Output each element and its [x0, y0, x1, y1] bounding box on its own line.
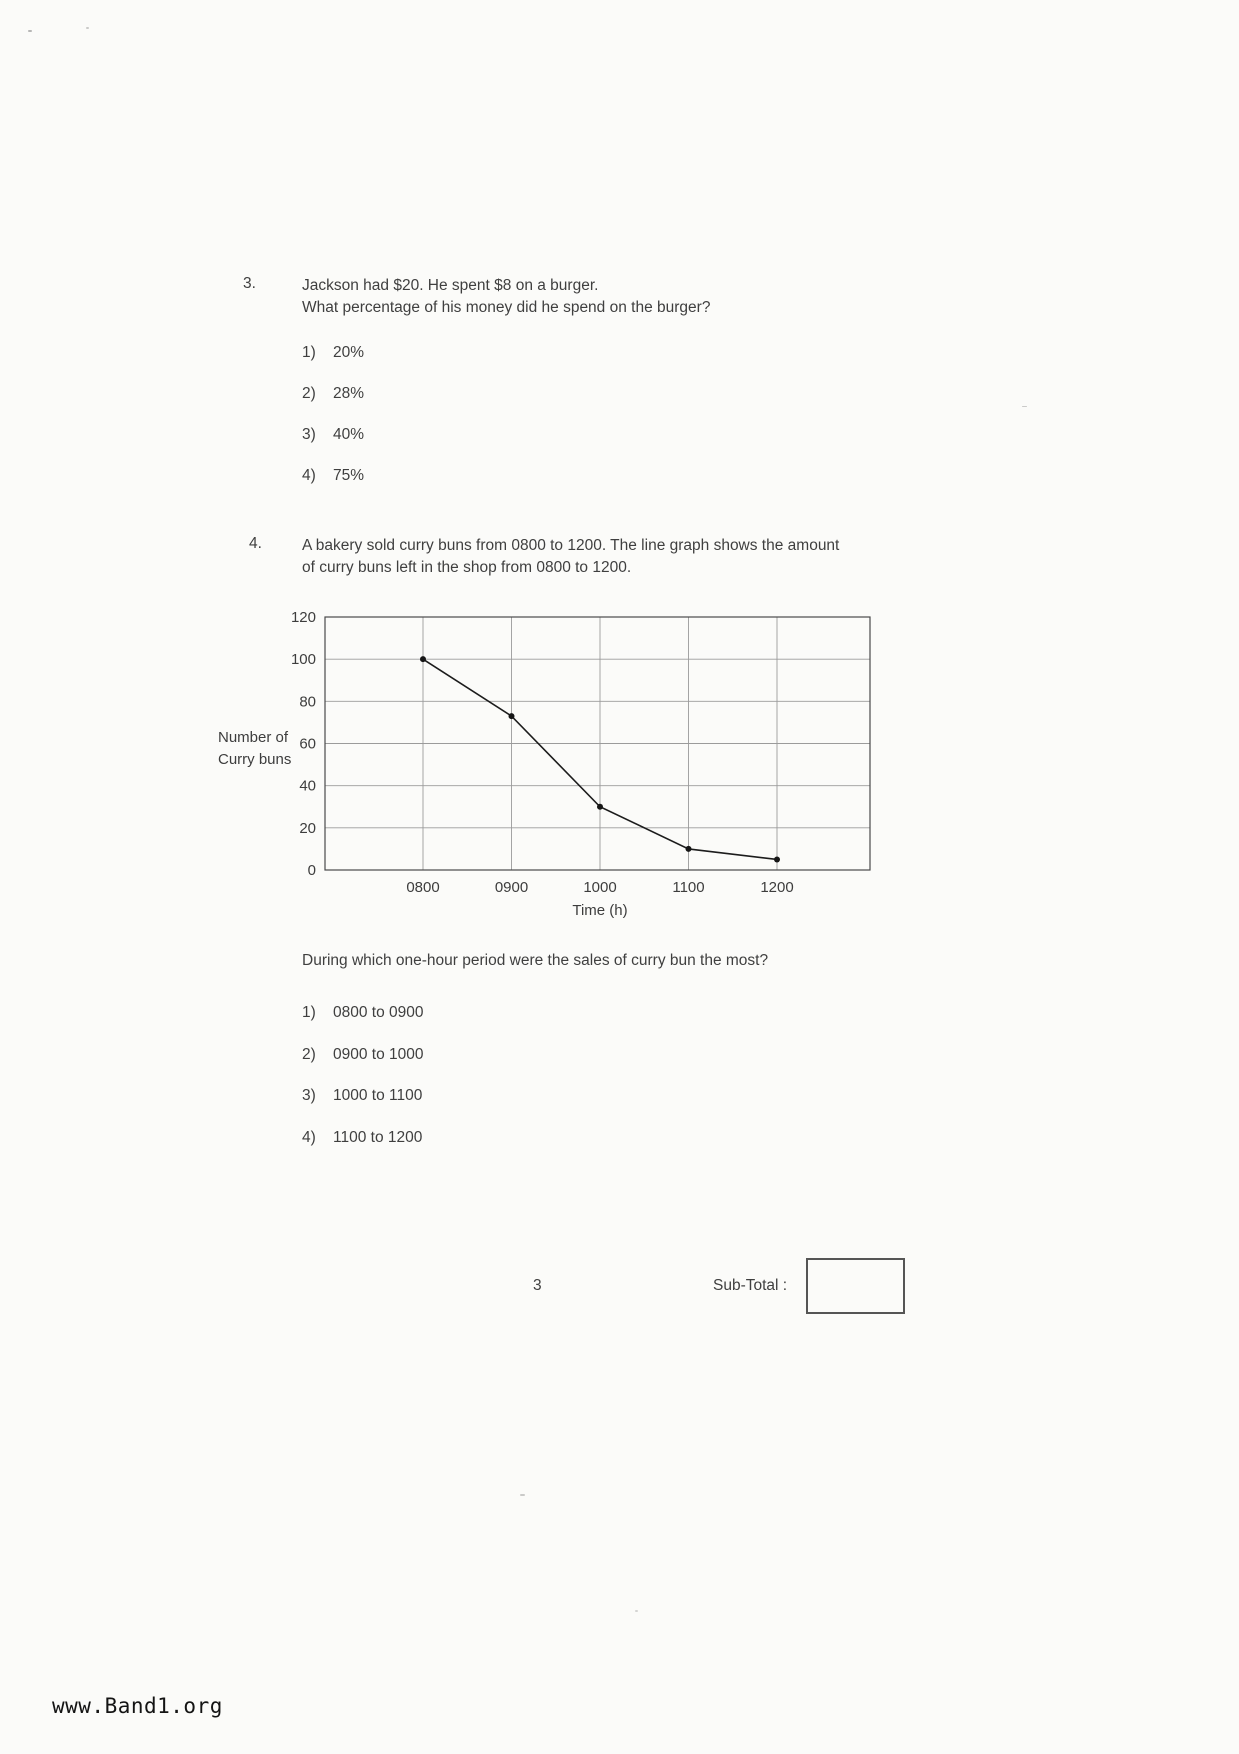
- q3-option-2-text: 28%: [333, 385, 365, 402]
- q4-option-3-label: 3): [302, 1087, 316, 1104]
- q3-option-4-label: 4): [302, 467, 316, 484]
- q4-option-3-text: 1000 to 1100: [333, 1087, 423, 1104]
- q4-option-2-label: 2): [302, 1046, 316, 1063]
- svg-text:40: 40: [299, 777, 316, 795]
- q3-option-4-text: 75%: [333, 467, 365, 484]
- q3-option-1: [302, 344, 364, 362]
- chart-x-tick-labels: [406, 879, 793, 896]
- question-4-intro: [302, 535, 839, 579]
- q4-option-3: [302, 1087, 422, 1105]
- svg-text:0800: 0800: [406, 879, 440, 896]
- question-4-intro-line1: A bakery sold curry buns from 0800 to 1200. The line graph shows the amount: [302, 537, 840, 554]
- q4-option-1: [302, 1004, 424, 1022]
- q4-option-1-label: 1): [302, 1004, 316, 1021]
- q4-option-4: [302, 1129, 422, 1147]
- chart-grid: [325, 617, 870, 870]
- page-number: 3: [533, 1277, 542, 1294]
- scan-speck: [520, 1494, 525, 1496]
- chart-y-tick-labels: [291, 609, 316, 879]
- svg-text:Number of: Number of: [218, 729, 289, 746]
- svg-text:0900: 0900: [494, 879, 529, 896]
- q3-option-3: [302, 426, 364, 444]
- svg-text:80: 80: [299, 693, 316, 711]
- q3-option-3-label: 3): [302, 426, 316, 443]
- question-3-number: 3.: [243, 275, 256, 292]
- q3-option-4: [302, 467, 364, 485]
- question-3-text: [302, 275, 710, 319]
- question-4-intro-line2: of curry buns left in the shop from 0800 to 1200.: [302, 559, 632, 576]
- watermark: www.Band1.org: [52, 1694, 223, 1718]
- svg-text:1100: 1100: [672, 879, 705, 896]
- scan-speck: [28, 30, 32, 32]
- q3-option-3-text: 40%: [333, 426, 365, 443]
- svg-text:120: 120: [290, 609, 316, 626]
- svg-text:60: 60: [299, 735, 316, 753]
- q4-option-2-text: 0900 to 1000: [333, 1046, 424, 1063]
- q4-option-2: [302, 1046, 424, 1064]
- q4-option-4-label: 4): [302, 1129, 316, 1146]
- q3-option-1-text: 20%: [333, 344, 365, 361]
- q3-option-1-label: 1): [302, 344, 316, 361]
- svg-text:20: 20: [299, 819, 316, 837]
- scan-speck: [1022, 406, 1027, 407]
- svg-text:1200: 1200: [760, 879, 794, 896]
- q4-option-1-text: 0800 to 0900: [333, 1004, 424, 1021]
- q4-option-4-text: 1100 to 1200: [333, 1129, 423, 1146]
- q3-option-2-label: 2): [302, 385, 316, 402]
- q3-option-2: [302, 385, 364, 403]
- question-3-line2: What percentage of his money did he spend on the burger?: [302, 299, 711, 316]
- scan-speck: [635, 1610, 638, 1612]
- question-4-number: 4.: [249, 535, 262, 552]
- svg-text:100: 100: [290, 651, 316, 669]
- chart-x-axis-title: Time (h): [572, 902, 628, 919]
- scan-speck: [86, 27, 89, 29]
- svg-text:Curry buns: Curry buns: [218, 751, 292, 768]
- svg-text:1000: 1000: [583, 879, 617, 896]
- chart-y-axis-title: [218, 729, 291, 768]
- svg-text:0: 0: [307, 862, 316, 879]
- subtotal-box: [806, 1258, 905, 1314]
- subtotal-label: Sub-Total :: [713, 1277, 788, 1294]
- question-3-line1: Jackson had $20. He spent $8 on a burger.: [302, 277, 599, 294]
- question-4-question: During which one-hour period were the sales of curry bun the most?: [302, 952, 769, 969]
- curry-buns-chart-svg: [210, 600, 910, 930]
